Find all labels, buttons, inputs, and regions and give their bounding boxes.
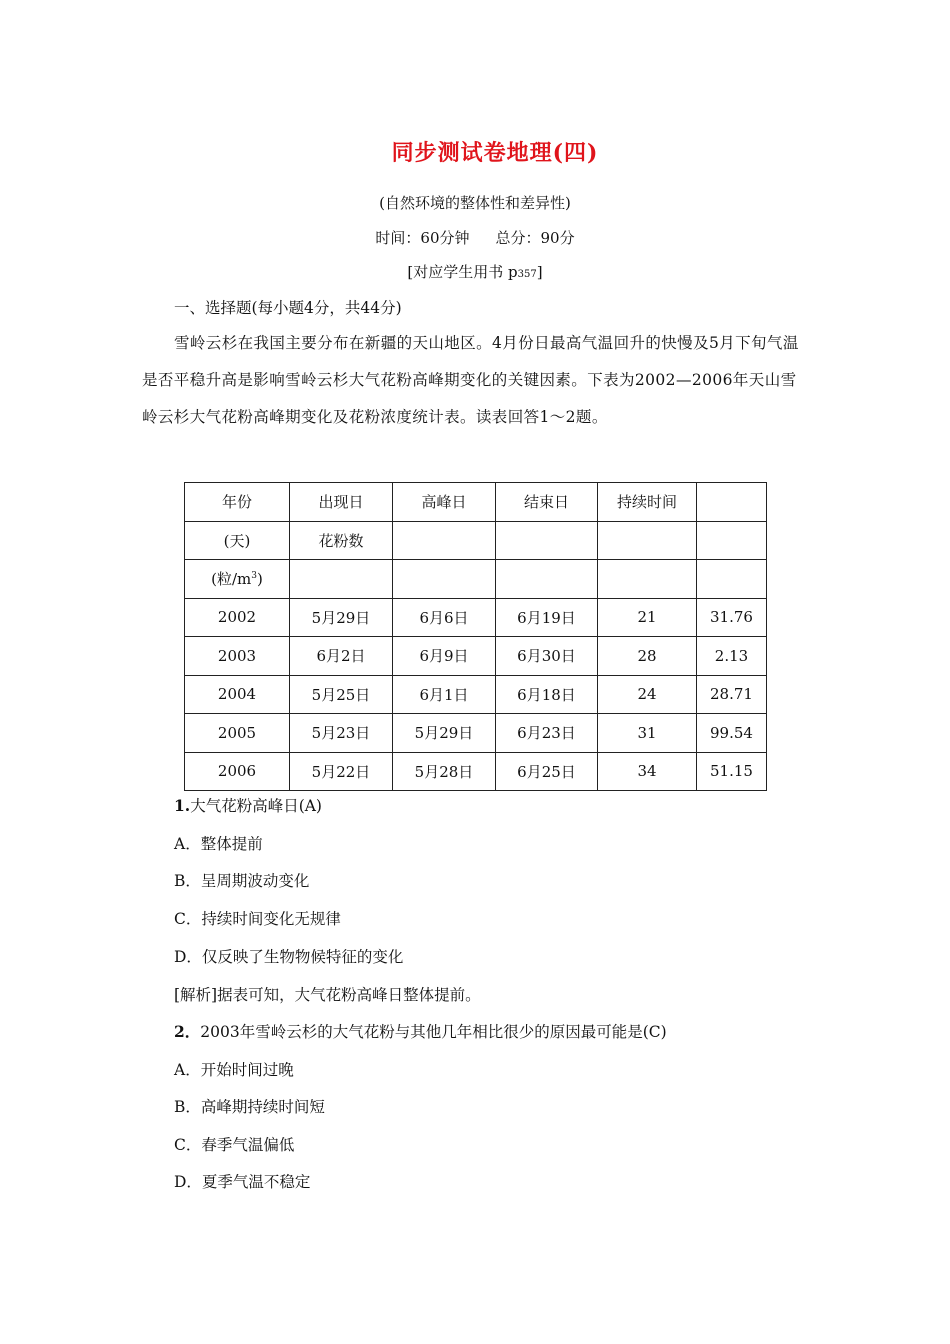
table-cell: 28.71 — [697, 675, 767, 714]
table-cell: 5月25日 — [290, 675, 393, 714]
section-heading: 一、选择题(每小题4分，共44分) — [174, 299, 402, 317]
table-row — [185, 752, 767, 791]
question-1-stem: 1.大气花粉高峰日(A) — [174, 796, 322, 815]
table-cell: 2006 — [185, 752, 290, 791]
table-cell: 2.13 — [697, 637, 767, 676]
question-1-option-d: D．仅反映了生物物候特征的变化 — [174, 948, 404, 966]
table-cell: (天) — [185, 521, 290, 560]
table-cell: 花粉数 — [290, 521, 393, 560]
table-cell: 6月19日 — [496, 598, 598, 637]
table-cell: 5月29日 — [290, 598, 393, 637]
question-2-option-b: B．高峰期持续时间短 — [174, 1098, 325, 1116]
table-cell: 持续时间 — [598, 483, 697, 522]
table-cell: 6月25日 — [496, 752, 598, 791]
question-1-option-c: C．持续时间变化无规律 — [174, 910, 341, 928]
table-cell: 2002 — [185, 598, 290, 637]
table-cell: 31 — [598, 714, 697, 753]
exam-meta — [0, 227, 950, 248]
table-cell: 34 — [598, 752, 697, 791]
table-cell: 出现日 — [290, 483, 393, 522]
table-cell: 6月6日 — [393, 598, 496, 637]
table-cell — [697, 483, 767, 522]
table-cell: 6月18日 — [496, 675, 598, 714]
table-cell — [496, 521, 598, 560]
table-cell — [598, 521, 697, 560]
table-cell: 2003 — [185, 637, 290, 676]
table-header-row — [185, 560, 767, 599]
table-cell: 6月9日 — [393, 637, 496, 676]
table-cell: 51.15 — [697, 752, 767, 791]
intro-paragraph: 雪岭云杉在我国主要分布在新疆的天山地区。4月份日最高气温回升的快慢及5月下旬气温是否平稳升高是影响雪岭云杉大气花粉高峰期变化的关键因素。下表为2002—2006年天山雪岭云杉大气花粉高峰期变化及花粉浓度统计表。读表回答1～2题。 — [142, 334, 799, 426]
pollen-table — [184, 482, 767, 791]
table-cell: 24 — [598, 675, 697, 714]
question-1-option-a: A．整体提前 — [174, 835, 263, 853]
table-cell: 31.76 — [697, 598, 767, 637]
table-header-row — [185, 483, 767, 522]
table-cell: 年份 — [185, 483, 290, 522]
table-cell: 2005 — [185, 714, 290, 753]
table-cell: 5月29日 — [393, 714, 496, 753]
table-cell — [496, 560, 598, 599]
table-cell: 高峰日 — [393, 483, 496, 522]
table-cell: 5月22日 — [290, 752, 393, 791]
subtitle: (自然环境的整体性和差异性) — [379, 194, 571, 212]
table-header-row — [185, 521, 767, 560]
table-cell: 结束日 — [496, 483, 598, 522]
table-row — [185, 714, 767, 753]
table-cell — [697, 560, 767, 599]
time-limit: 时间：60分钟 — [375, 229, 470, 247]
page-title: 同步测试卷地理(四) — [391, 140, 599, 166]
table-cell: 99.54 — [697, 714, 767, 753]
table-cell: (粒$/m^3$) — [185, 560, 290, 599]
question-1-option-b: B．呈周期波动变化 — [174, 872, 310, 890]
table-cell: 21 — [598, 598, 697, 637]
table-row — [185, 675, 767, 714]
question-2-stem: 2．2003年雪岭云杉的大气花粉与其他几年相比很少的原因最可能是(C) — [174, 1022, 667, 1041]
table-cell: 28 — [598, 637, 697, 676]
ref-page: 357 — [517, 269, 537, 280]
table-cell: 5月28日 — [393, 752, 496, 791]
total-score: 总分：90分 — [495, 229, 575, 247]
question-2-option-d: D．夏季气温不稳定 — [174, 1173, 311, 1191]
table-cell: 6月30日 — [496, 637, 598, 676]
book-reference: [对应学生用书 p357] — [407, 263, 543, 281]
table-cell — [290, 560, 393, 599]
table-row — [185, 637, 767, 676]
table-cell: 2004 — [185, 675, 290, 714]
table-cell — [697, 521, 767, 560]
question-1-analysis: [解析]据表可知，大气花粉高峰日整体提前。 — [174, 986, 481, 1004]
table-cell: 6月2日 — [290, 637, 393, 676]
table-cell — [393, 521, 496, 560]
table-row — [185, 598, 767, 637]
table-cell: 6月1日 — [393, 675, 496, 714]
table-cell — [393, 560, 496, 599]
question-2-option-a: A．开始时间过晚 — [174, 1061, 294, 1079]
question-2-option-c: C．春季气温偏低 — [174, 1136, 295, 1154]
table-cell — [598, 560, 697, 599]
table-cell: 5月23日 — [290, 714, 393, 753]
table-cell: 6月23日 — [496, 714, 598, 753]
